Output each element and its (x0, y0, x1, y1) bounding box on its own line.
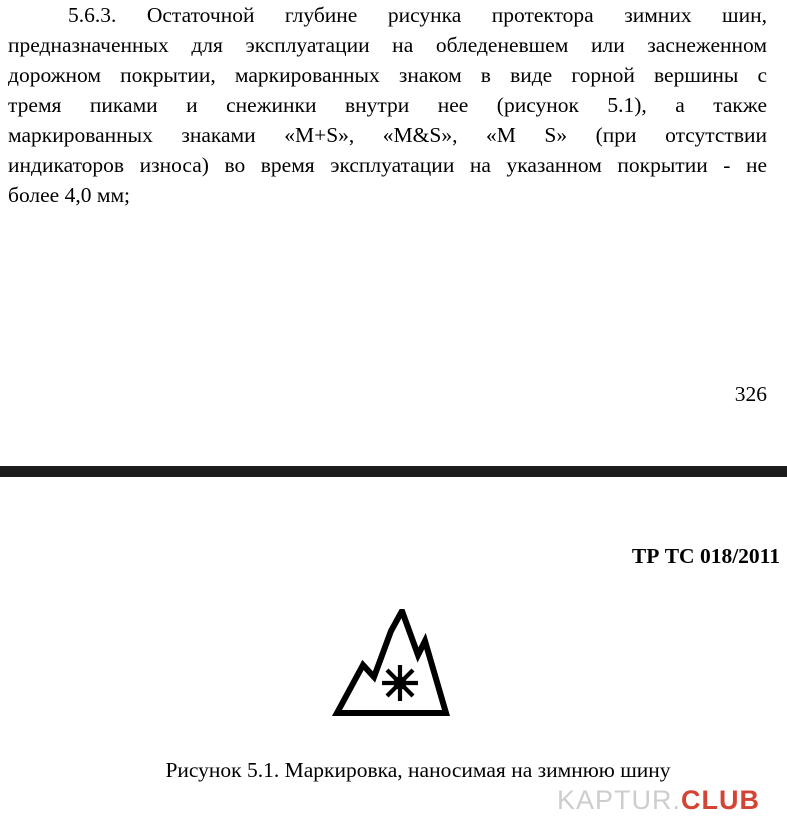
watermark-part1: KAPTUR. (557, 785, 682, 815)
paragraph-line: предназначенных для эксплуатации на обледеневшем или заснеженном (8, 33, 767, 57)
document-header: ТР ТС 018/2011 (631, 544, 780, 568)
paragraph-line: тремя пиками и снежинки внутри нее (рисунок 5.1), а также (8, 93, 767, 117)
figure-caption: Рисунок 5.1. Маркировка, наносимая на зимнюю шину (165, 758, 671, 782)
figure-5-1 (332, 609, 450, 721)
site-watermark (557, 784, 760, 816)
three-peak-mountain-snowflake-icon (332, 609, 450, 721)
page-number: 326 (734, 382, 767, 406)
clause-paragraph (8, 0, 767, 210)
paragraph-line: дорожном покрытии, маркированных знаком в виде горной вершины с (8, 63, 767, 87)
document-page-bottom (0, 477, 787, 827)
paragraph-line: 5.6.3. Остаточной глубине рисунка протектора зимних шин, (68, 3, 767, 27)
paragraph-line: более 4,0 мм; (8, 183, 131, 207)
watermark-part2: CLUB (681, 785, 761, 815)
page-divider (0, 466, 787, 477)
paragraph-line: маркированных знаками «M+S», «M&S», «M S» (при отсутствии (8, 123, 767, 147)
paragraph-line: индикаторов износа) во время эксплуатации на указанном покрытии - не (8, 153, 767, 177)
